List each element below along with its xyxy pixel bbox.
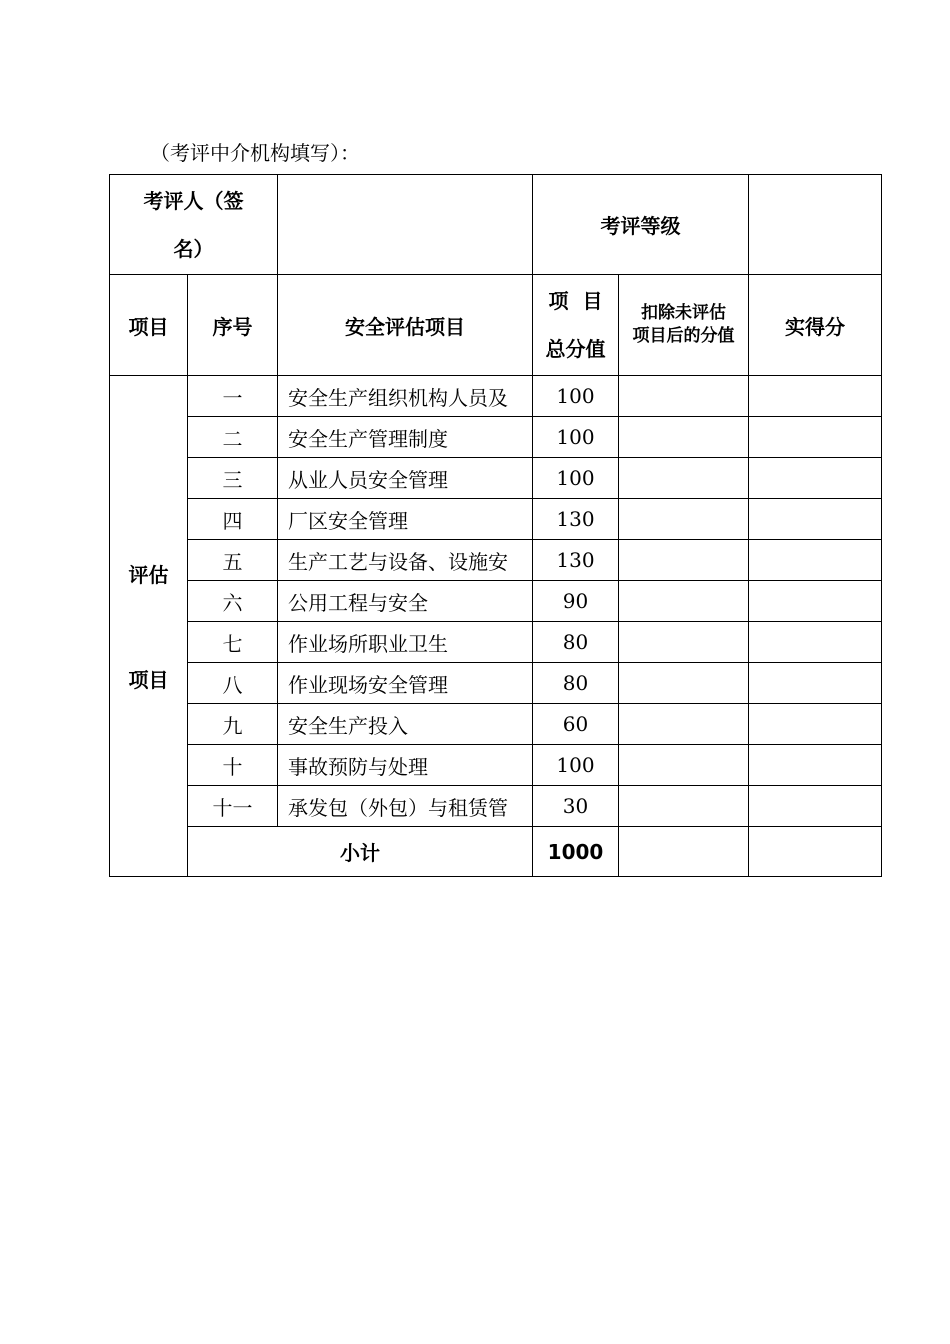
row-adjusted bbox=[619, 581, 749, 622]
row-score bbox=[749, 663, 882, 704]
subtotal-row bbox=[110, 827, 882, 877]
row-adjusted bbox=[619, 540, 749, 581]
row-total: 100 bbox=[533, 417, 619, 458]
row-score bbox=[749, 499, 882, 540]
row-seq: 六 bbox=[188, 581, 278, 622]
row-total: 90 bbox=[533, 581, 619, 622]
col-header-adjusted bbox=[619, 275, 749, 376]
col-header-project: 项目 bbox=[110, 275, 188, 376]
col-header-total-line2: 总分值 bbox=[545, 337, 606, 361]
row-score bbox=[749, 745, 882, 786]
table-row bbox=[110, 581, 882, 622]
row-score bbox=[749, 704, 882, 745]
row-seq: 三 bbox=[188, 458, 278, 499]
row-total: 60 bbox=[533, 704, 619, 745]
row-seq: 八 bbox=[188, 663, 278, 704]
evaluator-label-line2: 名） bbox=[173, 236, 214, 261]
grade-label-cell: 考评等级 bbox=[533, 175, 749, 275]
row-adjusted bbox=[619, 499, 749, 540]
row-seq: 五 bbox=[188, 540, 278, 581]
row-score bbox=[749, 417, 882, 458]
row-adjusted bbox=[619, 622, 749, 663]
row-item: 作业场所职业卫生 bbox=[278, 622, 533, 663]
row-item: 承发包（外包）与租赁管 bbox=[278, 786, 533, 827]
group-label-cell bbox=[110, 376, 188, 877]
col-header-adjusted-line2: 项目后的分值 bbox=[632, 326, 735, 346]
subtotal-adjusted bbox=[619, 827, 749, 877]
table-row bbox=[110, 540, 882, 581]
row-total: 130 bbox=[533, 540, 619, 581]
row-adjusted bbox=[619, 376, 749, 417]
row-score bbox=[749, 540, 882, 581]
subtotal-label: 小计 bbox=[188, 827, 533, 877]
group-label-line1: 评估 bbox=[128, 563, 169, 587]
row-adjusted bbox=[619, 458, 749, 499]
row-adjusted bbox=[619, 745, 749, 786]
row-total: 100 bbox=[533, 376, 619, 417]
evaluator-label-cell bbox=[110, 175, 278, 275]
row-item: 公用工程与安全 bbox=[278, 581, 533, 622]
subtotal-score bbox=[749, 827, 882, 877]
col-header-total-line1: 项 目 bbox=[548, 289, 603, 313]
row-seq: 四 bbox=[188, 499, 278, 540]
row-seq: 九 bbox=[188, 704, 278, 745]
row-adjusted bbox=[619, 704, 749, 745]
row-item: 安全生产管理制度 bbox=[278, 417, 533, 458]
row-total: 100 bbox=[533, 745, 619, 786]
col-header-adjusted-line1: 扣除未评估 bbox=[641, 303, 726, 324]
row-adjusted bbox=[619, 417, 749, 458]
row-seq: 七 bbox=[188, 622, 278, 663]
group-label-line2: 项目 bbox=[128, 668, 169, 692]
table-row bbox=[110, 745, 882, 786]
row-score bbox=[749, 458, 882, 499]
form-caption: （考评中介机构填写）： bbox=[150, 141, 360, 165]
row-seq: 一 bbox=[188, 376, 278, 417]
evaluator-signature-cell bbox=[278, 175, 533, 275]
grade-value-cell bbox=[749, 175, 882, 275]
table-row bbox=[110, 622, 882, 663]
row-score bbox=[749, 376, 882, 417]
row-total: 30 bbox=[533, 786, 619, 827]
col-header-item: 安全评估项目 bbox=[278, 275, 533, 376]
header-row-columns bbox=[110, 275, 882, 376]
row-item: 作业现场安全管理 bbox=[278, 663, 533, 704]
row-adjusted bbox=[619, 663, 749, 704]
col-header-score: 实得分 bbox=[749, 275, 882, 376]
header-row-evaluator bbox=[110, 175, 882, 275]
subtotal-total: 1000 bbox=[533, 827, 619, 877]
row-item: 事故预防与处理 bbox=[278, 745, 533, 786]
row-adjusted bbox=[619, 786, 749, 827]
row-seq: 二 bbox=[188, 417, 278, 458]
row-item: 生产工艺与设备、设施安 bbox=[278, 540, 533, 581]
row-item: 从业人员安全管理 bbox=[278, 458, 533, 499]
row-total: 100 bbox=[533, 458, 619, 499]
row-score bbox=[749, 786, 882, 827]
evaluation-table bbox=[109, 174, 882, 877]
row-seq: 十一 bbox=[188, 786, 278, 827]
table-row bbox=[110, 417, 882, 458]
col-header-seq: 序号 bbox=[188, 275, 278, 376]
table-row bbox=[110, 704, 882, 745]
table-row bbox=[110, 663, 882, 704]
table-row bbox=[110, 458, 882, 499]
table-row bbox=[110, 499, 882, 540]
col-header-total bbox=[533, 275, 619, 376]
row-seq: 十 bbox=[188, 745, 278, 786]
table-row bbox=[110, 786, 882, 827]
row-score bbox=[749, 622, 882, 663]
row-total: 80 bbox=[533, 622, 619, 663]
row-total: 130 bbox=[533, 499, 619, 540]
row-total: 80 bbox=[533, 663, 619, 704]
row-item: 厂区安全管理 bbox=[278, 499, 533, 540]
row-score bbox=[749, 581, 882, 622]
row-item: 安全生产投入 bbox=[278, 704, 533, 745]
table-row bbox=[110, 376, 882, 417]
row-item: 安全生产组织机构人员及 bbox=[278, 376, 533, 417]
evaluator-label-line1: 考评人（签 bbox=[143, 188, 244, 213]
